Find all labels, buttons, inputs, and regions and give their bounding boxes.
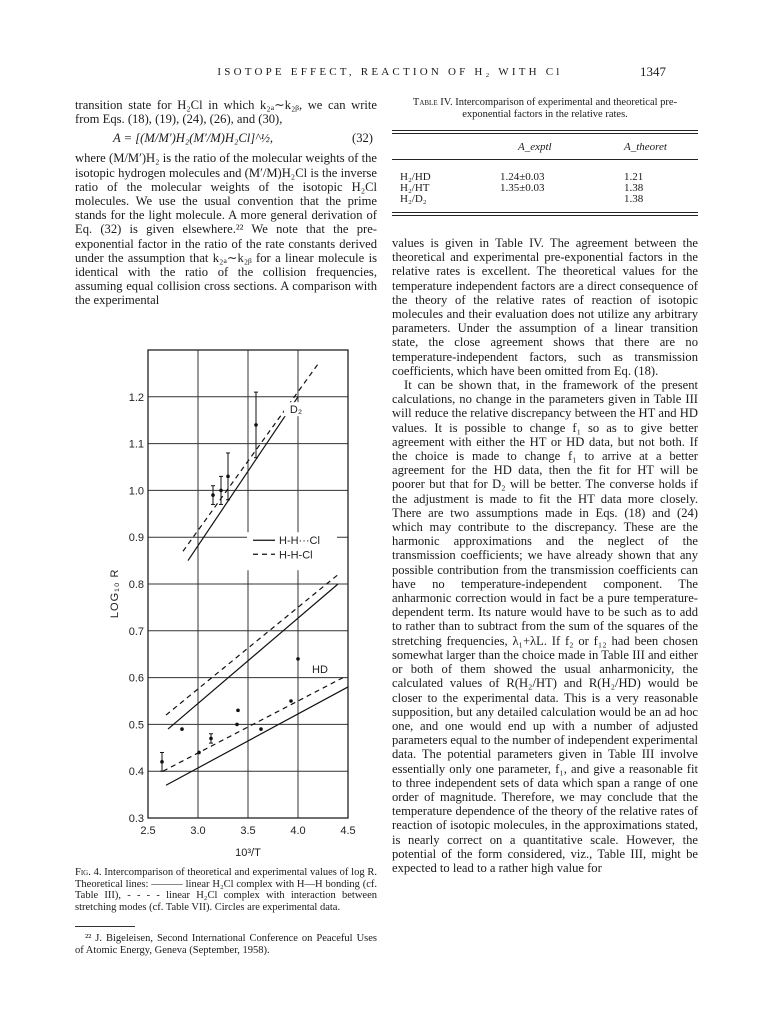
right-paragraph-1: values is given in Table IV. The agreement between the theoretical and experimental pre-exponential factors in the relative rates is excellent. The theoretical values for the temperature independent factors are a direct consequence of the theory of the relative rates of reaction of isotopic molecules and their evaluation does not utilize any arbitrary parameters. Under the assumption of a linear transition state, the close agreement shows that there are no temperature-independent factors, such as transmission coefficients, which have been omitted from Eq. (18). [392,236,698,378]
figure-caption [75,867,377,913]
data-point-0 [160,760,164,764]
figure-4 [109,340,362,865]
data-point-9 [211,493,215,497]
x-tick-label-0: 2.5 [140,825,156,837]
table-row-2-label: H₂/HT [400,182,430,194]
table-caption-text: Intercomparison of experimental and theoretical pre-exponential factors in the relative rates. [455,97,678,120]
plot-grid [148,350,348,818]
table-caption [392,97,698,121]
series-line-HT-dashed-3 [166,575,338,715]
page-number: 1347 [640,64,666,79]
annotation-HD: HD [312,663,328,676]
table-bottom-rule-2 [392,215,698,216]
y-axis-title: LOG₁₀ R [109,568,121,619]
y-tick-label-5: 0.8 [128,579,144,591]
x-axis-title: 10³/T [235,847,261,859]
data-point-7 [289,699,293,703]
figure-4-plot [109,340,362,860]
y-tick-label-3: 0.6 [128,672,144,685]
legend-label-1: H-H-Cl [279,549,313,562]
x-tick-label-4: 4.5 [340,825,356,837]
table-iv [392,97,698,205]
plot-points [160,392,303,771]
equation-32 [75,129,377,149]
table-caption-label: Table IV. [412,97,453,108]
figure-caption-label: Fig. 4. [75,867,102,878]
series-line-HT-solid-2 [168,584,338,729]
left-paragraph-1: transition state for H₂Cl in which k₂ₐ∼k₂ᵦ, we can write from Eqs. (18), (19), (24), (26), and (30), [75,98,377,127]
data-point-3 [209,737,213,741]
footnote-text: ²² J. Bigeleisen, Second International Conference on Peaceful Uses of Atomic Energy, Geneva (September, 1958). [75,933,377,956]
data-point-5 [236,709,240,713]
data-point-10 [219,489,223,493]
y-tick-label-2: 0.5 [128,719,144,732]
y-tick-label-7: 1.0 [128,485,144,498]
data-point-11 [226,475,230,479]
table-header-atheoret: A_theoret [624,141,667,153]
table-header-aexptl: A_exptl [518,141,552,153]
plot-axes [109,350,356,859]
table-row-2-exptl: 1.35±0.03 [500,182,545,194]
data-point-1 [180,727,184,731]
table-row-2-theoret: 1.38 [624,182,644,194]
right-paragraph-2: It can be shown that, in the framework of the present calculations, no change in the parameters given in Table III will reduce the relative discrepancy between the HT and HD values. It is possible to change f₁ so as to give better agreement with either the HT or HD data, but not both. If the choice is made to change f₁ to arrive at a better agreement for the HD data, then the fit for HT will be poorer but that for D₂ will be better. The converse holds if the adjustment is made to fit the HT data more closely. There are two assumptions made in Eqs. (18) and (24) which may contribute to the discrepancy. These are the harmonic approximations and the neglect of the transmission coefficients; we have already shown that any possible contribution from the transmission coefficients can have no temperature-independent component. The anharmonic correction would in fact be a pure temperature-dependent term. Its nature would have to be such as to add to rather than to subtract from the sum of the squares of the stretching frequencies, λ₁+λL. If f₂ or f₁₂ had been chosen somewhat larger than the choice made in Table III and either or both of them showed the usual anharmonicity, the calculated values of R(H₂/HT) and R(H₂/HD) would be closer to the experimental data. This is a very reasonable supposition, but any detailed calculation would be an ad hoc one, and one would end up with a number of adjusted parameters equal to the number of independent experimental data. The potential parameters given in Table III involve essentially only one parameter, f₁, and give a reasonable fit to three independent sets of data which span a range of one order of magnitude. Therefore, we may conclude that the temperature dependence of the theory of the relative rates of reaction of isotopic molecules, in the approximations stated, is nearly correct on a quantitative scale. However, the potential of the form considered, viz., Table III, might be expected to lead to a rather high value for [392,378,698,875]
running-header-title: ISOTOPE EFFECT, REACTION OF H₂ WITH Cl [217,66,563,78]
data-point-2 [197,751,201,755]
table-bottom-rule [392,212,698,213]
y-tick-label-1: 0.4 [128,766,144,779]
x-tick-label-3: 4.0 [290,825,306,837]
x-tick-label-1: 3.0 [190,825,206,837]
y-tick-label-4: 0.7 [128,625,144,638]
left-column [75,98,377,308]
table-header-rule [392,159,698,160]
left-paragraph-2: where (M/M′)H₂ is the ratio of the molecular weights of the isotopic hydrogen molecules and (M′/M)H₂Cl is the inverse ratio of the molecular weights of the isotopic H₂Cl molecules. We use the usual convention that the prime stands for the light molecule. A more general derivation of Eq. (32) is given elsewhere.²² We note that the pre-exponential factor in the ratio of the rate constants derived under the assumption that k₂ₐ∼k₂ᵦ for a linear molecule is identical with the ratio of the collision frequencies, assuming equal collision cross sections. A comparison with the experimental [75,151,377,308]
table-row-3-theoret: 1.38 [624,193,644,205]
y-tick-label-0: 0.3 [128,813,144,825]
table-row-3-label: H₂/D₂ [400,193,427,205]
footnote-rule [75,926,135,927]
y-tick-label-8: 1.1 [128,438,144,451]
legend-label-0: H-H···Cl [279,535,320,548]
equation-body: A = [(M/M′)H₂(M′/M)H₂Cl]^½, [113,131,274,146]
data-point-4 [235,723,239,727]
table-row-1-theoret: 1.21 [624,171,644,183]
table-top-rule [392,130,698,131]
data-point-8 [296,657,300,661]
right-column [392,236,698,875]
series-line-HD-solid-4 [166,687,348,785]
data-point-6 [259,727,263,731]
table-row-1-label: H₂/HD [400,171,431,183]
equation-number: (32) [352,131,373,146]
table-row-1-exptl: 1.24±0.03 [500,171,545,183]
figure-caption-text: Intercomparison of theoretical and experimental values of log R. Theoretical lines: ——— linear H₂Cl complex with H—H bonding (cf. Table III), - - - - linear H₂Cl complex with interaction between stretching modes (cf. Table VII). Circles are experimental data. [75,867,377,913]
x-tick-label-2: 3.5 [240,825,256,837]
footnote [75,933,377,956]
table-top-rule-2 [392,133,698,134]
y-tick-label-9: 1.2 [128,391,144,404]
y-tick-label-6: 0.9 [128,532,144,545]
annotation-D: D₂ [289,404,303,417]
data-point-12 [254,423,258,427]
